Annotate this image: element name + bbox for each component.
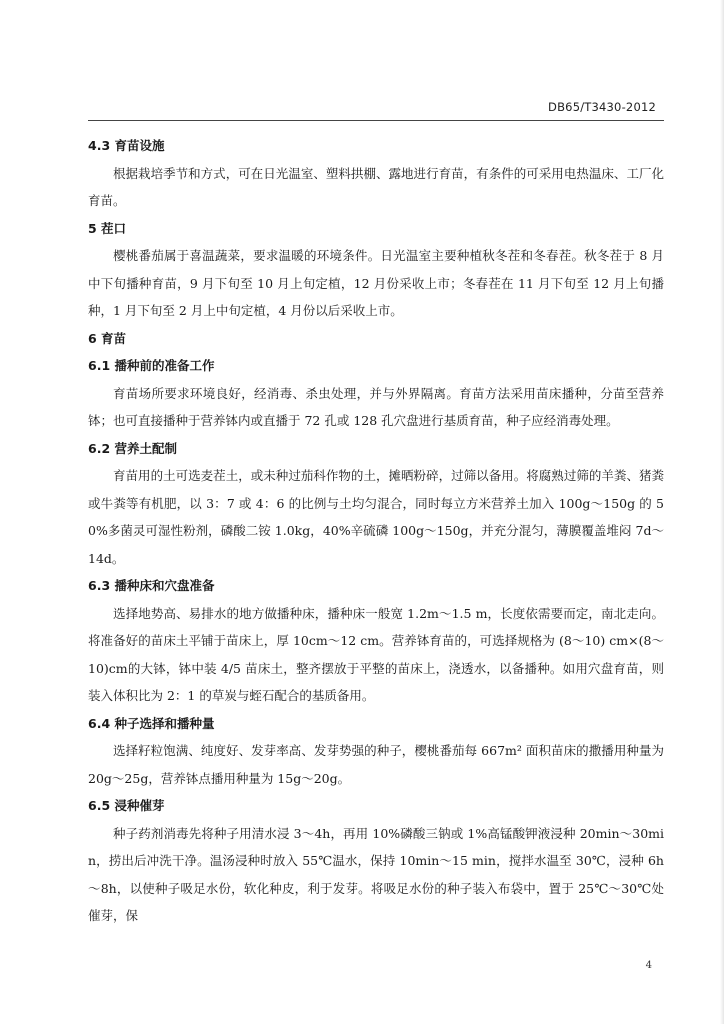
heading-6-5: 6.5 浸种催芽 <box>88 798 165 813</box>
header-rule <box>88 120 664 121</box>
paragraph-6-2: 育苗用的土可选麦茬土，或未种过茄科作物的土，摊晒粉碎，过筛以备用。将腐熟过筛的羊粪、猪粪或牛粪等有机肥，以 3：7 或 4：6 的比例与土均匀混合，同时每立方米营养土加入 100g～150g 的 50%多菌灵可湿性粉剂，磷酸二铵 1.0kg，40%辛硫磷 100g～150g，并充分混匀，薄膜覆盖堆闷 7d～14d。 <box>88 468 664 566</box>
document-code: DB65/T3430-2012 <box>548 100 656 114</box>
paragraph-5: 樱桃番茄属于喜温蔬菜，要求温暖的环境条件。日光温室主要种植秋冬茬和冬春茬。秋冬茬于 8 月中下旬播种育苗，9 月下旬至 10 月上旬定植，12 月份采收上市；冬春茬在 11 月下旬至 12 月上旬播种，1 月下旬至 2 月上中旬定植，4 月份以后采收上市。 <box>88 248 664 318</box>
heading-5: 5 茬口 <box>88 220 127 236</box>
paragraph-6-3: 选择地势高、易排水的地方做播种床，播种床一般宽 1.2m～1.5 m，长度依需要而定，南北走向。将准备好的苗床土平铺于苗床上，厚 10cm～12 cm。营养钵育苗的，可选择规格为 (8～10) cm×(8～10)cm的大钵，钵中装 4/5 苗床土，整齐摆放于平整的苗床上，浇透水，以备播种。如用穴盘育苗，则装入体积比为 2：1 的草炭与蛭石配合的基质备用。 <box>88 605 664 703</box>
paragraph-4-3: 根据栽培季节和方式，可在日光温室、塑料拱棚、露地进行育苗，有条件的可采用电热温床、工厂化育苗。 <box>88 165 664 208</box>
heading-4-3: 4.3 育苗设施 <box>88 138 165 153</box>
paragraph-6-5: 种子药剂消毒先将种子用清水浸 3～4h，再用 10%磷酸三钠或 1%高锰酸钾液浸种 20min～30min，捞出后冲洗干净。温汤浸种时放入 55℃温水，保持 10min～15 min，搅拌水温至 30℃，浸种 6h～8h，以使种子吸足水份，软化种皮，利于发芽。将吸足水份的种子装入布袋中，置于 25℃～30℃处催芽，保 <box>88 825 664 923</box>
paragraph-6-1: 育苗场所要求环境良好，经消毒、杀虫处理，并与外界隔离。育苗方法采用苗床播种，分苗至营养钵；也可直接播种于营养钵内或直播于 72 孔或 128 孔穴盘进行基质育苗，种子应经消毒处理。 <box>88 385 664 428</box>
heading-6-1: 6.1 播种前的准备工作 <box>88 358 215 373</box>
heading-6-3: 6.3 播种床和穴盘准备 <box>88 578 215 593</box>
heading-6: 6 育苗 <box>88 330 127 346</box>
paragraph-6-4: 选择籽粒饱满、纯度好、发芽率高、发芽势强的种子，樱桃番茄每 667m² 面积苗床的撒播用种量为 20g～25g，营养钵点播用种量为 15g～20g。 <box>88 743 664 786</box>
page-number: 4 <box>645 960 652 971</box>
heading-6-4: 6.4 种子选择和播种量 <box>88 715 215 731</box>
page-edge-shadow <box>720 0 724 1024</box>
heading-6-2: 6.2 营养土配制 <box>88 440 177 456</box>
document-body <box>88 132 664 930</box>
